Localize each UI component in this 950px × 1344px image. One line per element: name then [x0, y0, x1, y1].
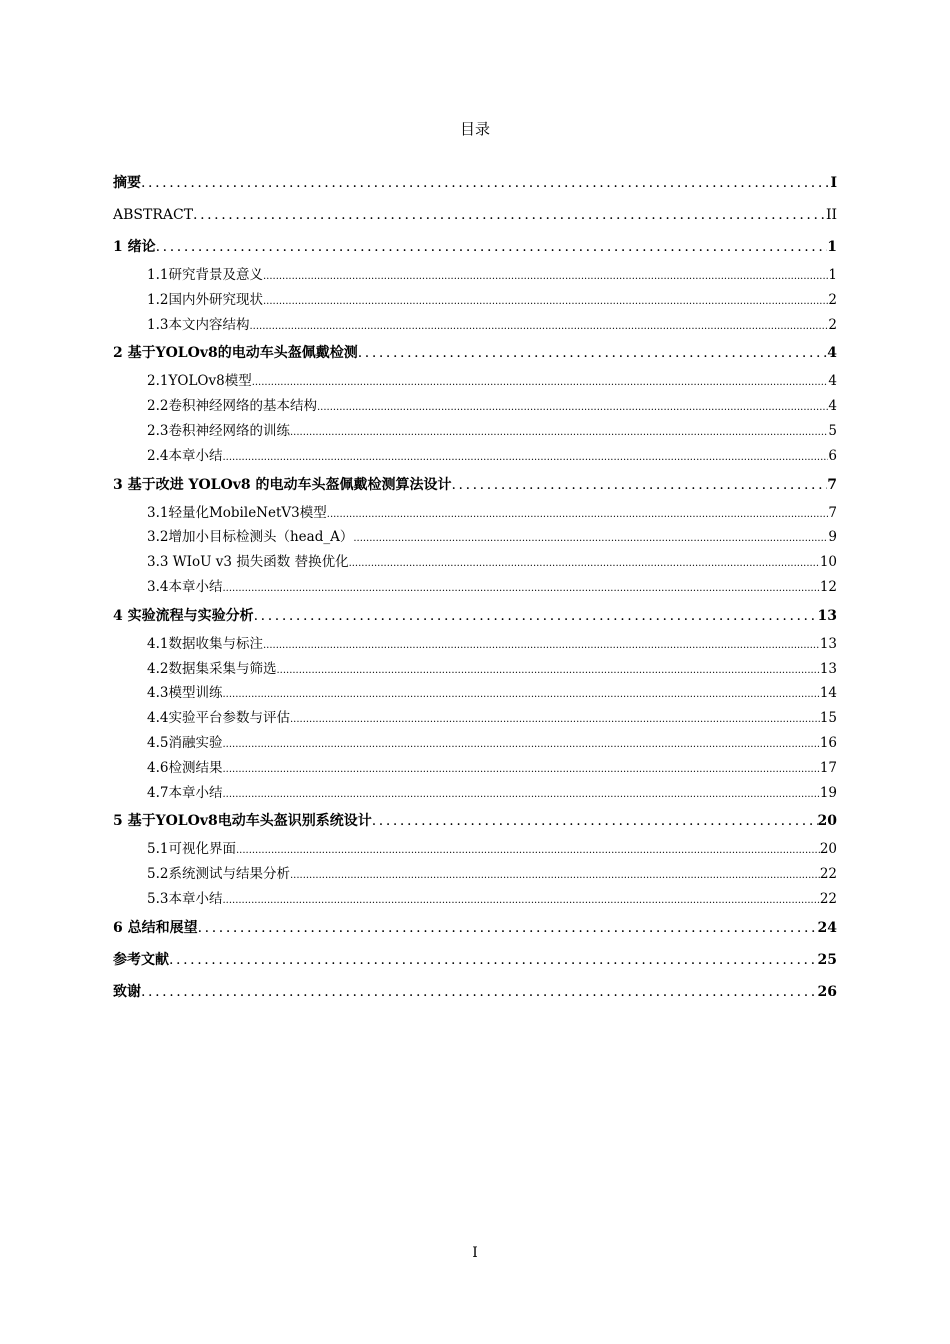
toc-leader-dots: [222, 758, 819, 783]
toc-entry-page: 2: [828, 316, 837, 333]
toc-leader-dots: [263, 265, 828, 290]
toc-entry-label: 2 基于YOLOv8的电动车头盔佩戴检测: [113, 345, 358, 362]
toc-entry-page: 5: [828, 422, 837, 439]
toc-entry-page: 4: [828, 398, 837, 415]
toc-entry-page: 7: [828, 504, 837, 521]
toc-section-entry[interactable]: [113, 288, 837, 313]
toc-leader-dots: [358, 337, 828, 369]
toc-entry-label: 4.6检测结果: [147, 759, 223, 776]
toc-entry-label: 摘要: [113, 175, 141, 191]
toc-leader-dots: [198, 912, 818, 944]
toc-entry-page: 22: [819, 890, 837, 907]
toc-leader-dots: [222, 733, 819, 758]
toc-leader-dots: [141, 167, 830, 199]
toc-entry-label: 5.1可视化界面: [147, 841, 236, 858]
toc-entry-page: 13: [819, 660, 837, 677]
toc-section-entry[interactable]: [113, 731, 837, 756]
toc-chapter-entry[interactable]: [113, 976, 837, 1008]
toc-entry-label: 4.4实验平台参数与评估: [147, 710, 290, 727]
toc-section-entry[interactable]: [113, 394, 837, 419]
toc-section-entry[interactable]: [113, 681, 837, 706]
toc-entry-label: 1.3本文内容结构: [147, 316, 250, 333]
toc-entry-label: 5.3本章小结: [147, 890, 223, 907]
toc-entry-label: ABSTRACT: [113, 207, 194, 223]
toc-section-entry[interactable]: [113, 632, 837, 657]
toc-leader-dots: [263, 634, 820, 659]
toc-chapter-entry[interactable]: [113, 167, 837, 199]
toc-entry-page: 7: [827, 476, 837, 493]
toc-section-entry[interactable]: [113, 575, 837, 600]
toc-entry-label: 6 总结和展望: [113, 919, 198, 936]
toc-leader-dots: [353, 527, 828, 552]
toc-entry-label: 1.2国内外研究现状: [147, 291, 263, 308]
toc-entry-page: I: [830, 175, 837, 191]
toc-entry-page: 17: [819, 759, 837, 776]
toc-entry-label: 3.1轻量化MobileNetV3模型: [147, 504, 327, 521]
toc-leader-dots: [222, 577, 819, 602]
toc-entry-label: 4.1数据收集与标注: [147, 635, 263, 652]
toc-entry-page: II: [825, 207, 837, 223]
toc-entry-page: 14: [819, 685, 837, 702]
toc-entry-page: 6: [828, 447, 837, 464]
toc-section-entry[interactable]: [113, 444, 837, 469]
toc-entry-label: 4 实验流程与实验分析: [113, 607, 254, 624]
toc-chapter-entry[interactable]: [113, 912, 837, 944]
toc-entry-page: 4: [827, 345, 837, 362]
toc-section-entry[interactable]: [113, 862, 837, 887]
toc-leader-dots: [276, 659, 819, 684]
toc-section-entry[interactable]: [113, 419, 837, 444]
toc-entry-page: 20: [819, 841, 837, 858]
toc-section-entry[interactable]: [113, 887, 837, 912]
toc-entry-label: 参考文献: [113, 951, 169, 968]
table-of-contents: [113, 167, 837, 1008]
toc-entry-label: 5.2系统测试与结果分析: [147, 866, 290, 883]
toc-entry-label: 5 基于YOLOv8电动车头盔识别系统设计: [113, 813, 372, 830]
toc-entry-label: 3 基于改进 YOLOv8 的电动车头盔佩戴检测算法设计: [113, 476, 452, 493]
toc-entry-label: 致谢: [113, 983, 141, 1000]
toc-entry-page: 1: [828, 267, 837, 283]
toc-entry-label: 2.4本章小结: [147, 447, 223, 464]
toc-section-entry[interactable]: [113, 501, 837, 526]
toc-leader-dots: [451, 469, 827, 501]
toc-section-entry[interactable]: [113, 837, 837, 862]
toc-chapter-entry[interactable]: [113, 944, 837, 976]
toc-leader-dots: [193, 199, 826, 231]
toc-entry-page: 12: [819, 578, 837, 595]
toc-entry-page: 16: [819, 734, 837, 751]
toc-leader-dots: [349, 552, 820, 577]
toc-entry-label: 4.2数据集采集与筛选: [147, 660, 277, 677]
toc-leader-dots: [254, 600, 818, 632]
toc-section-entry[interactable]: [113, 781, 837, 806]
toc-leader-dots: [263, 290, 828, 315]
toc-leader-dots: [327, 503, 829, 528]
toc-chapter-entry[interactable]: [113, 231, 837, 263]
toc-section-entry[interactable]: [113, 550, 837, 575]
toc-leader-dots: [290, 708, 820, 733]
toc-entry-page: 25: [817, 951, 837, 968]
toc-entry-label: 4.5消融实验: [147, 734, 223, 751]
toc-chapter-entry[interactable]: [113, 337, 837, 369]
toc-entry-page: 26: [817, 983, 837, 1000]
toc-entry-page: 9: [828, 529, 837, 546]
toc-entry-page: 4: [828, 373, 837, 390]
toc-leader-dots: [222, 683, 819, 708]
toc-leader-dots: [317, 396, 828, 421]
toc-entry-page: 1: [827, 239, 837, 255]
toc-section-entry[interactable]: [113, 313, 837, 338]
toc-entry-label: 1.1研究背景及意义: [147, 267, 263, 283]
toc-entry-label: 3.2增加小目标检测头（head_A）: [147, 529, 354, 546]
toc-entry-page: 2: [828, 291, 837, 308]
toc-entry-page: 10: [819, 554, 837, 571]
toc-leader-dots: [156, 231, 828, 263]
toc-section-entry[interactable]: [113, 525, 837, 550]
toc-leader-dots: [169, 944, 818, 976]
toc-entry-label: 2.3卷积神经网络的训练: [147, 422, 290, 439]
toc-entry-label: 3.4本章小结: [147, 578, 223, 595]
toc-entry-page: 15: [819, 710, 837, 727]
toc-leader-dots: [372, 805, 818, 837]
toc-section-entry[interactable]: [113, 706, 837, 731]
toc-entry-page: 13: [817, 607, 837, 624]
toc-entry-label: 4.7本章小结: [147, 784, 223, 801]
toc-entry-label: 2.1YOLOv8模型: [147, 373, 252, 390]
toc-leader-dots: [141, 976, 818, 1008]
toc-entry-page: 22: [819, 866, 837, 883]
toc-entry-page: 20: [817, 813, 837, 830]
toc-leader-dots: [249, 315, 828, 340]
toc-leader-dots: [290, 864, 820, 889]
toc-leader-dots: [290, 421, 828, 446]
page-number: I: [472, 1245, 478, 1261]
toc-section-entry[interactable]: [113, 657, 837, 682]
toc-entry-label: 4.3模型训练: [147, 685, 223, 702]
toc-entry-page: 24: [817, 919, 837, 936]
toc-leader-dots: [252, 371, 829, 396]
toc-entry-page: 13: [819, 635, 837, 652]
toc-entry-label: 3.3 WIoU v3 损失函数 替换优化: [147, 554, 349, 571]
toc-leader-dots: [222, 783, 819, 808]
toc-entry-page: 19: [819, 784, 837, 801]
toc-leader-dots: [236, 839, 820, 864]
toc-leader-dots: [222, 446, 828, 471]
toc-chapter-entry[interactable]: [113, 199, 837, 231]
toc-chapter-entry[interactable]: [113, 469, 837, 501]
toc-section-entry[interactable]: [113, 369, 837, 394]
toc-entry-label: 1 绪论: [113, 239, 156, 255]
toc-leader-dots: [222, 889, 819, 914]
toc-section-entry[interactable]: [113, 263, 837, 288]
toc-chapter-entry[interactable]: [113, 805, 837, 837]
toc-entry-label: 2.2卷积神经网络的基本结构: [147, 398, 317, 415]
toc-section-entry[interactable]: [113, 756, 837, 781]
toc-title: 目录: [459, 120, 490, 138]
toc-chapter-entry[interactable]: [113, 600, 837, 632]
